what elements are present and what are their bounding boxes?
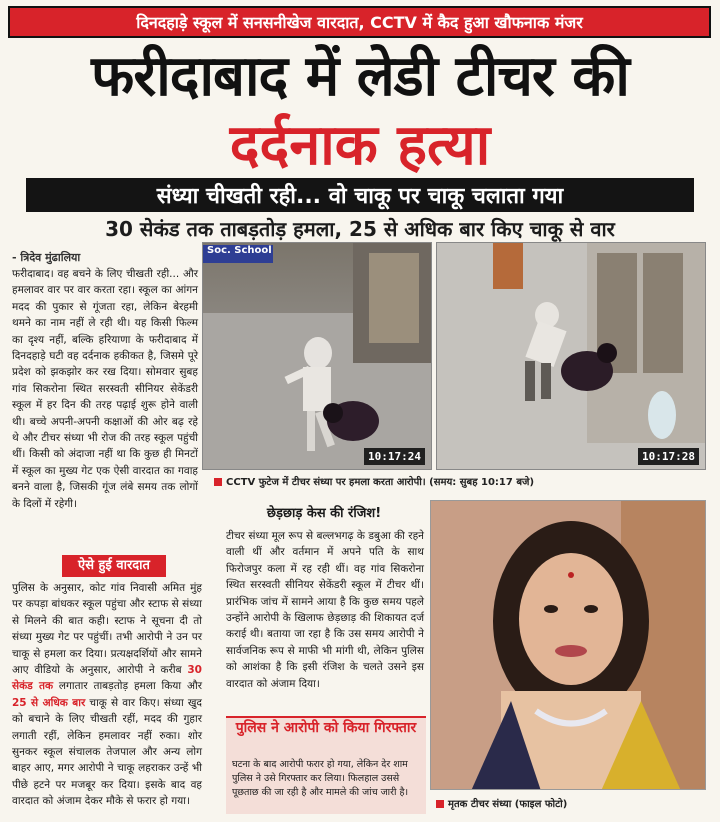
school-sign: Soc. School: [203, 245, 273, 263]
article-incident: [12, 580, 202, 810]
portrait-caption-text: मृतक टीचर संध्या (फाइल फोटो): [448, 799, 568, 810]
timestamp-2: 10:17:28: [638, 448, 699, 465]
highlight-30-seconds: 30 सेकंड तक: [12, 664, 202, 693]
portrait-caption-marker-icon: [436, 800, 444, 808]
article-arrest: घटना के बाद आरोपी फरार हो गया, लेकिन देर शाम पुलिस ने उसे गिरफ्तार कर लिया। फिलहाल उससे पूछताछ की जा रही है और मामले की जांच जारी है।: [232, 759, 409, 799]
headline-line-1: फरीदाबाद में लेडी टीचर की: [91, 44, 629, 109]
headline-line-2: दर्दनाक हत्या: [229, 113, 491, 178]
section-head-motive: छेड़छाड़ केस की रंजिश!: [266, 506, 382, 521]
section-head-arrest: पुलिस ने आरोपी को किया गिरफ्तार: [235, 720, 417, 736]
quote-bar: संध्या चीखती रही... वो चाकू पर चाकू चलाता गया: [26, 178, 694, 212]
cctv-photo-2: [436, 242, 706, 470]
section-head-incident: ऐसे हुई वारदात: [62, 555, 166, 577]
cctv-scene-1: [203, 243, 432, 470]
caption-marker-icon: [214, 478, 222, 486]
article-motive: टीचर संध्या मूल रूप से बल्लभगढ़ के डबुआ की रहने वाली थीं और वर्तमान में अपने पति के साथ फिरोजपुर कला में रह रही थीं। वह गांव सिकरोना स्थित सरस्वती सीनियर सेकेंडरी स्कूल में टीचर थीं। प्रारंभिक जांच में सामने आया है कि कुछ समय पहले उन्होंने आरोपी के खिलाफ छेड़छाड़ की शिकायत दर्ज कराई थी। बताया जा रहा है कि उस समय आरोपी ने सार्वजनिक रूप से माफी भी मांगी थी, लेकिन पुलिस को आशंका है कि इसी रंजिश के चलते उसने इस वारदात को अंजाम दिया।: [226, 530, 424, 690]
top-banner: दिनदहाड़े स्कूल में सनसनीखेज वारदात, CCTV में कैद हुआ खौफनाक मंजर: [8, 6, 711, 38]
highlight-25-times: 25 से अधिक बार: [12, 696, 86, 709]
portrait-image: [431, 501, 706, 790]
byline: - त्रिदेव मुंढालिया: [12, 251, 81, 264]
incident-text-a: पुलिस के अनुसार, कोट गांव निवासी अमित मुंह पर कपड़ा बांधकर स्कूल पहुंचा और स्टाफ से संध्या से मिलने की बात कही। स्टाफ ने सूचना दी तो संध्या मुख्य गेट पर पहुंचीं। तभी आरोपी ने उन पर चाकू से हमला कर दिया। प्रत्यक्षदर्शियों और सामने आए वीडियो के अनुसार, आरोपी ने करीब: [12, 582, 202, 677]
incident-text-c: चाकू से वार किए। संध्या खुद को बचाने के लिए चीखती रहीं, मदद की गुहार लगाती रहीं, लेकिन हमलावर नहीं रुका। शोर सुनकर स्कूल संचालक तेजपाल और अन्य लोग बाहर आए, मगर आरोपी ने चाकू लहराकर उन्हें भी पीछे हटने पर मजबूर कर दिया। इसके बाद वह वारदात को अंजाम देकर मौके से फरार हो गया।: [12, 696, 202, 808]
arrest-box: [226, 716, 426, 814]
photo-caption: [214, 474, 704, 492]
cctv-scene-2: [437, 243, 706, 470]
victim-portrait: [430, 500, 706, 790]
article-intro: फरीदाबाद। वह बचने के लिए चीखती रही... और हमलावर वार पर वार करता रहा। स्कूल का आंगन मदद की पुकार से गूंजता रहा, लेकिन बेरहमी थमने का नाम नहीं ले रही थी। यह किसी फिल्म का दृश्य नहीं, बल्कि हरियाणा के फरीदाबाद में दिनदहाड़े घटी वह दर्दनाक हकीकत है, जिसमे पूरे प्रदेश को झकझोर कर रख दिया। सोमवार सुबह गांव सिकरोना स्थित सरस्वती सीनियर सेकेंडरी स्कूल में हर दिन की तरह पढ़ाई शुरू होने वाली थी। बच्चे अपनी-अपनी कक्षाओं की ओर बढ़ रहे थे और टीचर संध्या भी रोज की तरह स्कूल पहुंची थीं। किसी को अंदाजा नहीं था कि कुछ ही मिनटों में स्कूल का मुख्य गेट एक ऐसी वारदात का गवाह बनने वाला है, जिसकी गूंज लंबे समय तक लोगों के दिलों में रहेगी।: [12, 268, 198, 510]
timestamp-1: 10:17:24: [364, 448, 425, 465]
subheadline: 30 सेकंड तक ताबड़तोड़ हमला, 25 से अधिक बार किए चाकू से वार: [105, 217, 615, 241]
photo-caption-text: CCTV फुटेज में टीचर संध्या पर हमला करता आरोपी। (समय: सुबह 10:17 बजे): [226, 477, 535, 488]
portrait-caption: [436, 796, 706, 810]
cctv-photo-1: [202, 242, 432, 470]
incident-text-b: लगातार ताबड़तोड़ हमला किया और: [53, 680, 203, 693]
